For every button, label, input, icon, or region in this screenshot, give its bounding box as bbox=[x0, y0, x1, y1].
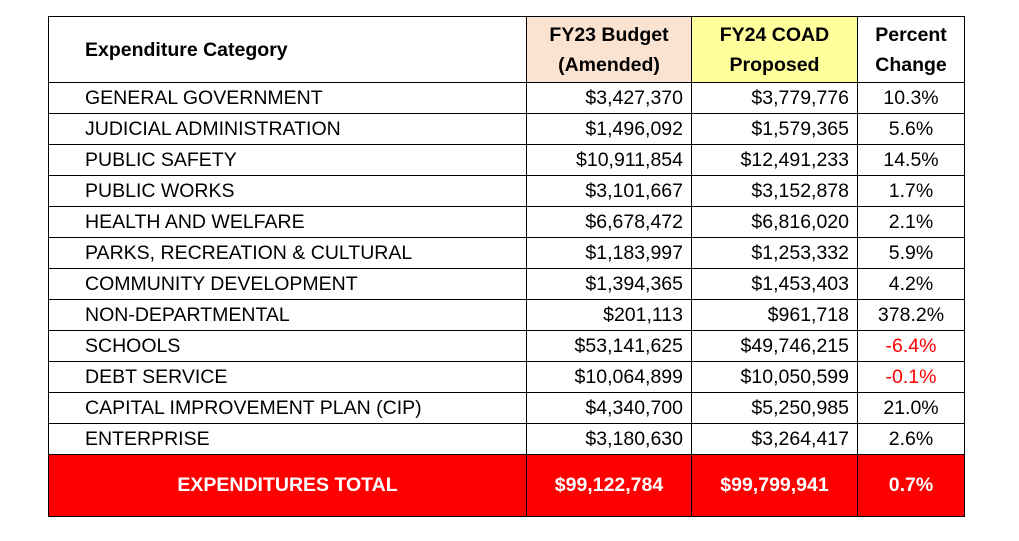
row-fy24-proposed: $5,250,985 bbox=[692, 393, 858, 424]
row-fy24-proposed: $3,779,776 bbox=[692, 83, 858, 114]
row-fy24-proposed: $10,050,599 bbox=[692, 362, 858, 393]
row-category: CAPITAL IMPROVEMENT PLAN (CIP) bbox=[49, 393, 527, 424]
row-percent-change: 378.2% bbox=[858, 300, 965, 331]
header-category-label: Expenditure Category bbox=[85, 38, 288, 61]
row-percent-change: 21.0% bbox=[858, 393, 965, 424]
row-category: NON-DEPARTMENTAL bbox=[49, 300, 527, 331]
row-percent-change: 2.1% bbox=[858, 207, 965, 238]
row-fy23-budget: $10,911,854 bbox=[527, 145, 692, 176]
row-fy23-budget: $53,141,625 bbox=[527, 331, 692, 362]
header-fy23 bbox=[527, 17, 692, 83]
row-percent-change: 2.6% bbox=[858, 424, 965, 455]
table-row bbox=[49, 176, 965, 207]
header-pct-line1: Percent bbox=[875, 23, 947, 46]
row-fy23-budget: $4,340,700 bbox=[527, 393, 692, 424]
total-row bbox=[49, 455, 965, 517]
header-fy23-line1: FY23 Budget bbox=[549, 23, 669, 46]
row-percent-change: 14.5% bbox=[858, 145, 965, 176]
total-percent: 0.7% bbox=[858, 455, 965, 517]
row-category: DEBT SERVICE bbox=[49, 362, 527, 393]
row-fy24-proposed: $961,718 bbox=[692, 300, 858, 331]
row-percent-change: 1.7% bbox=[858, 176, 965, 207]
row-percent-change: 5.6% bbox=[858, 114, 965, 145]
table-row bbox=[49, 83, 965, 114]
row-fy24-proposed: $1,253,332 bbox=[692, 238, 858, 269]
row-fy24-proposed: $12,491,233 bbox=[692, 145, 858, 176]
row-category: SCHOOLS bbox=[49, 331, 527, 362]
row-percent-change: -0.1% bbox=[858, 362, 965, 393]
table-row bbox=[49, 424, 965, 455]
row-fy23-budget: $3,101,667 bbox=[527, 176, 692, 207]
table-row bbox=[49, 393, 965, 424]
row-fy23-budget: $1,394,365 bbox=[527, 269, 692, 300]
row-fy24-proposed: $3,264,417 bbox=[692, 424, 858, 455]
row-category: PARKS, RECREATION & CULTURAL bbox=[49, 238, 527, 269]
row-category: PUBLIC SAFETY bbox=[49, 145, 527, 176]
row-fy24-proposed: $6,816,020 bbox=[692, 207, 858, 238]
total-category: EXPENDITURES TOTAL bbox=[49, 455, 527, 517]
table-row bbox=[49, 300, 965, 331]
row-fy23-budget: $6,678,472 bbox=[527, 207, 692, 238]
header-category bbox=[49, 17, 527, 83]
row-fy24-proposed: $1,579,365 bbox=[692, 114, 858, 145]
row-fy23-budget: $1,183,997 bbox=[527, 238, 692, 269]
table-row bbox=[49, 362, 965, 393]
row-category: PUBLIC WORKS bbox=[49, 176, 527, 207]
row-fy23-budget: $10,064,899 bbox=[527, 362, 692, 393]
row-category: GENERAL GOVERNMENT bbox=[49, 83, 527, 114]
header-fy24-line2: Proposed bbox=[729, 53, 820, 76]
table-row bbox=[49, 331, 965, 362]
header-percent-change bbox=[858, 17, 965, 83]
total-fy23: $99,122,784 bbox=[527, 455, 692, 517]
table-row bbox=[49, 145, 965, 176]
row-fy24-proposed: $3,152,878 bbox=[692, 176, 858, 207]
row-fy23-budget: $201,113 bbox=[527, 300, 692, 331]
header-fy24 bbox=[692, 17, 858, 83]
row-percent-change: 5.9% bbox=[858, 238, 965, 269]
row-category: COMMUNITY DEVELOPMENT bbox=[49, 269, 527, 300]
row-fy23-budget: $3,427,370 bbox=[527, 83, 692, 114]
row-percent-change: 10.3% bbox=[858, 83, 965, 114]
table-row bbox=[49, 207, 965, 238]
header-row bbox=[49, 17, 965, 83]
row-fy24-proposed: $1,453,403 bbox=[692, 269, 858, 300]
table-row bbox=[49, 269, 965, 300]
row-category: HEALTH AND WELFARE bbox=[49, 207, 527, 238]
table-body bbox=[49, 83, 965, 455]
header-fy24-line1: FY24 COAD bbox=[719, 23, 830, 46]
row-category: ENTERPRISE bbox=[49, 424, 527, 455]
expenditure-table bbox=[48, 16, 965, 517]
row-category: JUDICIAL ADMINISTRATION bbox=[49, 114, 527, 145]
table-row bbox=[49, 238, 965, 269]
header-fy23-line2: (Amended) bbox=[558, 53, 660, 76]
row-percent-change: 4.2% bbox=[858, 269, 965, 300]
total-fy24: $99,799,941 bbox=[692, 455, 858, 517]
row-fy23-budget: $1,496,092 bbox=[527, 114, 692, 145]
row-fy24-proposed: $49,746,215 bbox=[692, 331, 858, 362]
row-percent-change: -6.4% bbox=[858, 331, 965, 362]
row-fy23-budget: $3,180,630 bbox=[527, 424, 692, 455]
table-row bbox=[49, 114, 965, 145]
header-pct-line2: Change bbox=[875, 53, 947, 76]
